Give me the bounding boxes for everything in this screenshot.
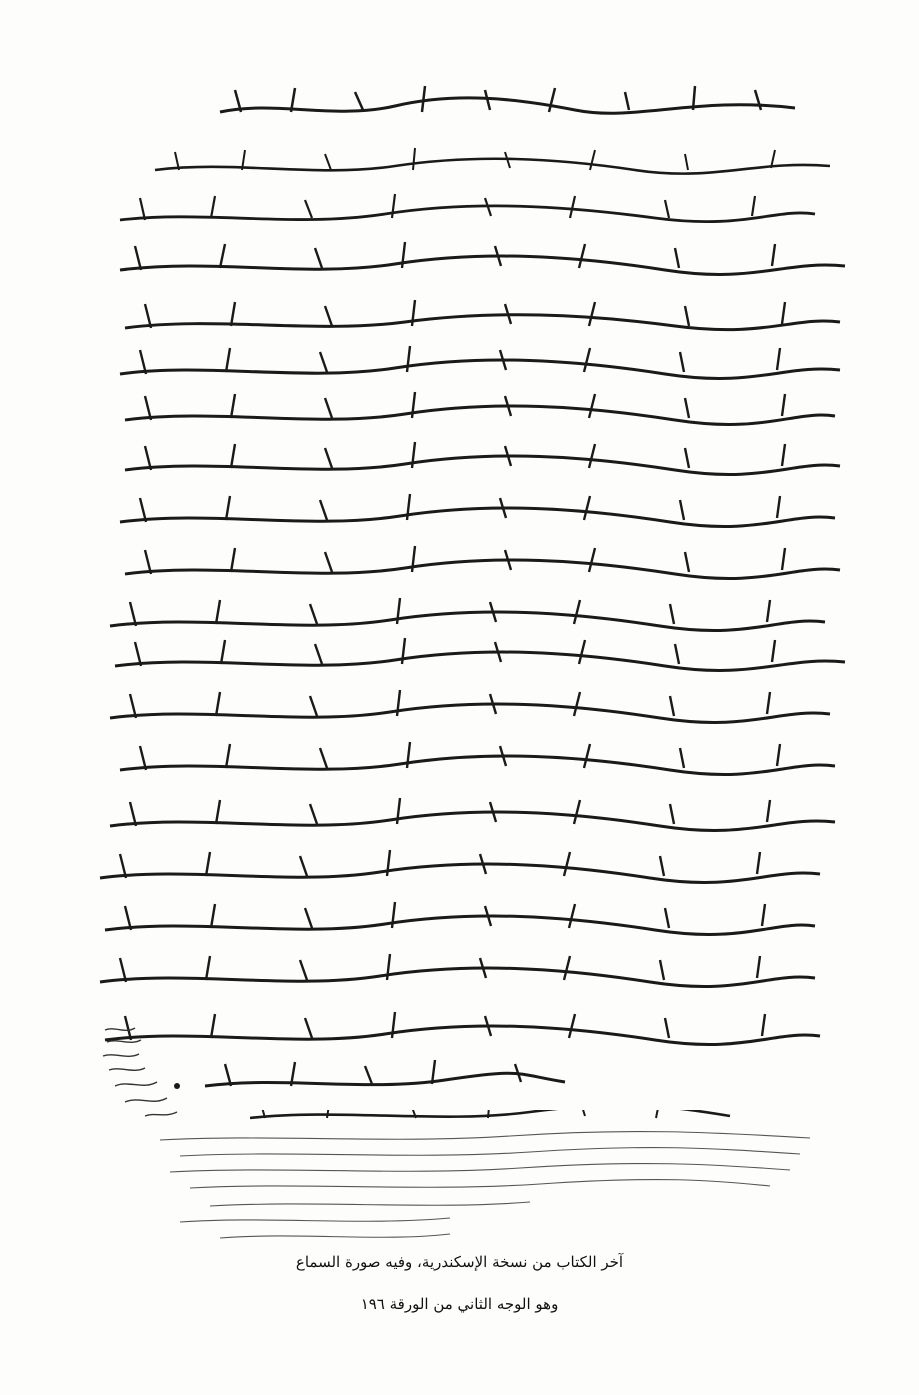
manuscript-line-10 (125, 546, 840, 578)
manuscript-line-12 (115, 638, 845, 670)
manuscript-line-18 (100, 954, 815, 986)
manuscript-line-13 (110, 690, 830, 722)
manuscript-line-11 (110, 598, 825, 630)
manuscript-line-19 (105, 1012, 820, 1044)
colophon-sama-image (150, 1110, 830, 1260)
manuscript-line-20 (174, 1060, 565, 1089)
manuscript-line-1 (220, 86, 795, 113)
manuscript-handwriting-image (95, 70, 855, 1270)
manuscript-line-6 (120, 346, 840, 378)
caption-line-1: آخر الكتاب من نسخة الإسكندرية، وفيه صورة السماع (295, 1253, 624, 1271)
manuscript-line-4 (120, 242, 845, 274)
manuscript-line-7 (125, 392, 835, 424)
manuscript-line-14 (120, 742, 835, 774)
manuscript-line-5 (125, 300, 840, 330)
manuscript-line-2 (155, 148, 830, 174)
manuscript-line-15 (110, 798, 835, 830)
manuscript-line-3 (120, 194, 815, 222)
manuscript-line-16 (100, 850, 820, 882)
caption-line-2: وهو الوجه الثاني من الورقة ١٩٦ (360, 1295, 559, 1313)
manuscript-line-8 (125, 442, 840, 474)
manuscript-line-9 (120, 494, 835, 526)
manuscript-line-17 (105, 902, 815, 934)
